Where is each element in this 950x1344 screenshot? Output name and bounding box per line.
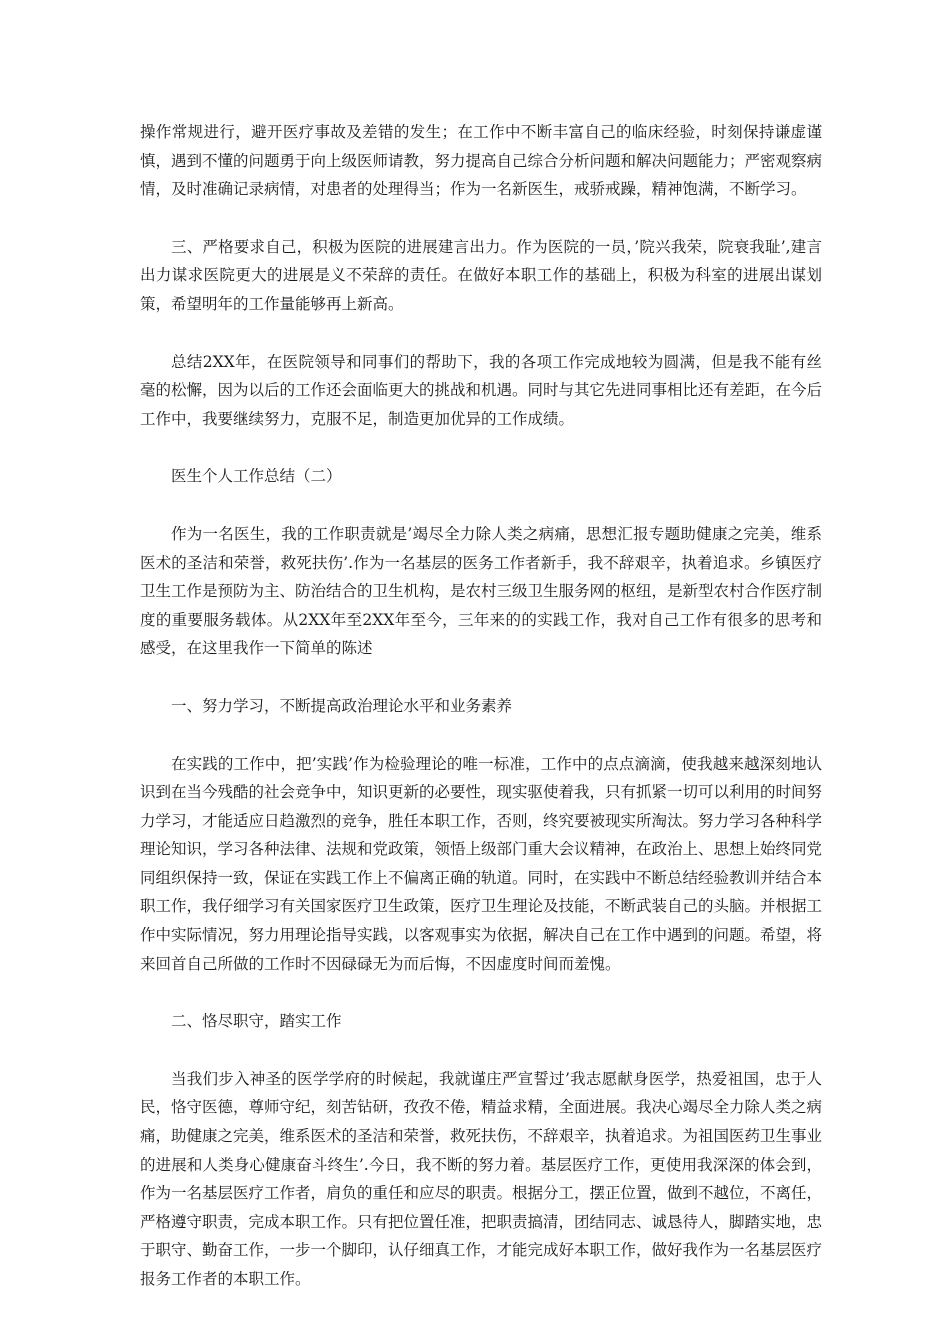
paragraph-study: 在实践的工作中，把’实践’作为检验理论的唯一标准，工作中的点点滴滴，使我越来越深刻地认识到在当今残酷的社会竞争中，知识更新的必要性，现实驱使着我，只有抓紧一切可以利用的时间努力学习，才能适应日趋激烈的竞争，胜任本职工作，否则，终究要被现实所淘汰。努力学习各种科学理论知识，学习各种法律、法规和党政策，领悟上级部门重大会议精神，在政治上、思想上始终同党同组织保持一致，保证在实践工作上不偏离正确的轨道。同时，在实践中不断总结经验教训并结合本职工作，我仔细学习有关国家医疗卫生政策，医疗卫生理论及技能，不断武装自己的头脑。并根据工作中实际情况，努力用理论指导实践，以客观事实为依据，解决自己在工作中遇到的问题。希望，将来回首自己所做的工作时不因碌碌无为而后悔，不因虚度时间而羞愧。 [140, 754, 823, 973]
heading-duty: 二、恪尽职守，踏实工作 [171, 1012, 342, 1031]
paragraph-intro: 作为一名医生，我的工作职责就是’竭尽全力除人类之病痛，思想汇报专题助健康之完美，维系医术的圣洁和荣誉，救死扶伤’.作为一名基层的医务工作者新手，我不辞艰辛，执着追求。乡镇医疗卫生工作是预防为主、防治结合的卫生机构，是农村三级卫生服务网的枢纽，是新型农村合作医疗制度的重要服务载体。从2XX年至2XX年至今，三年来的的实践工作，我对自己工作有很多的思考和感受，在这里我作一下简单的陈述 [140, 524, 823, 658]
paragraph-summary: 总结2XX年，在医院领导和同事们的帮助下，我的各项工作完成地较为圆满，但是我不能有丝毫的松懈，因为以后的工作还会面临更大的挑战和机遇。同时与其它先进同事相比还有差距，在今后工作中，我要继续努力，克服不足，制造更加优异的工作成绩。 [140, 352, 823, 428]
heading-study: 一、努力学习，不断提高政治理论水平和业务素养 [171, 696, 513, 715]
section-title: 医生个人工作总结（二） [171, 467, 342, 486]
paragraph-continuation: 操作常规进行，避开医疗事故及差错的发生；在工作中不断丰富自己的临床经验，时刻保持谦虚谨慎，遇到不懂的问题勇于向上级医师请教，努力提高自己综合分析问题和解决问题能力；严密观察病情，及时准确记录病情，对患者的处理得当；作为一名新医生，戒骄戒躁，精神饱满，不断学习。 [140, 123, 823, 199]
paragraph-section-three: 三、严格要求自己，积极为医院的进展建言出力。作为医院的一员，’院兴我荣，院衰我耻’,建言出力谋求医院更大的进展是义不荣辞的责任。在做好本职工作的基础上，积极为科室的进展出谋划策，希望明年的工作量能够再上新高。 [140, 237, 822, 313]
document-body [140, 118, 822, 1323]
paragraph-duty: 当我们步入神圣的医学学府的时候起，我就谨庄严宣誓过’我志愿献身医学，热爱祖国，忠于人民，恪守医德，尊师守纪，刻苦钻研，孜孜不倦，精益求精，全面进展。我决心竭尽全力除人类之病痛，助健康之完美，维系医术的圣洁和荣誉，救死扶伤，不辞艰辛，执着追求。为祖国医药卫生事业的进展和人类身心健康奋斗终生’.今日，我不断的努力着。基层医疗工作，更使用我深深的体会到，作为一名基层医疗工作者，肩负的重任和应尽的职责。根据分工，摆正位置，做到不越位，不离任，严格遵守职责，完成本职工作。只有把位置任准，把职责搞清，团结同志、诚恳待人，脚踏实地，忠于职守、勤奋工作，一步一个脚印，认仔细真工作，才能完成好本职工作，做好我作为一名基层医疗报务工作者的本职工作。 [140, 1069, 823, 1288]
